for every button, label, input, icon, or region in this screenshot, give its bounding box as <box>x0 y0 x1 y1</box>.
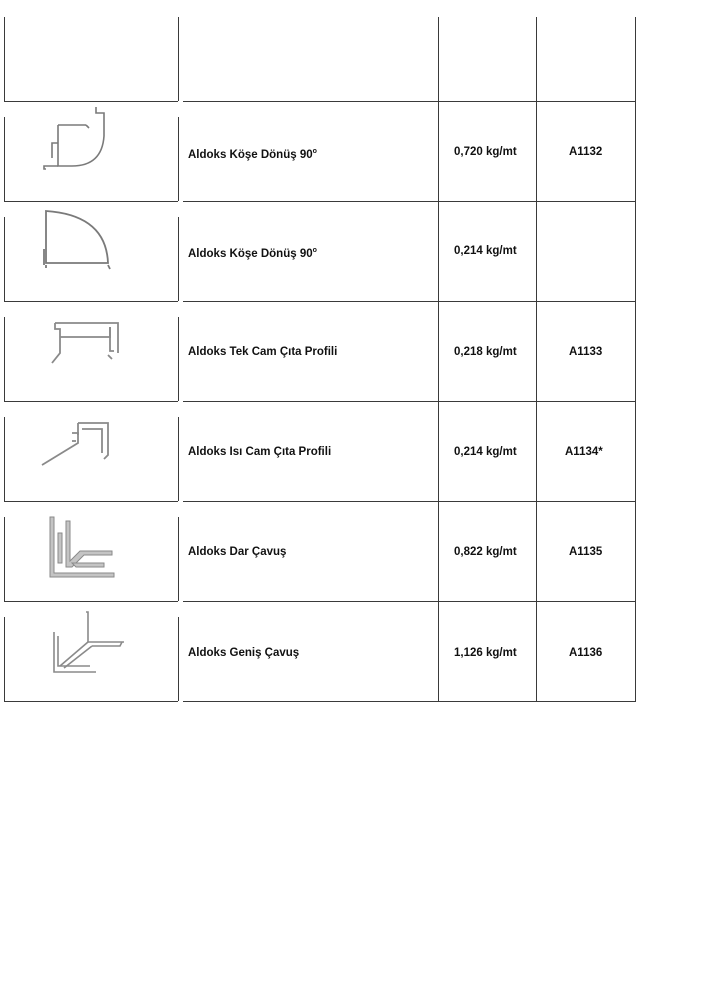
product-name <box>188 244 317 261</box>
left-border <box>4 117 5 201</box>
row-divider <box>183 101 636 102</box>
left-border <box>4 17 5 101</box>
left-border <box>4 517 5 601</box>
row-divider <box>4 701 178 702</box>
image-column-divider <box>178 317 179 401</box>
left-border <box>4 417 5 501</box>
degree-superscript: o <box>312 148 317 155</box>
single-glass-bead-profile-icon <box>40 315 130 375</box>
product-weight: 0,214 kg/mt <box>454 446 517 458</box>
product-code: A1134* <box>565 446 603 458</box>
left-border <box>4 317 5 401</box>
right-border <box>635 17 636 702</box>
image-column-divider <box>178 617 179 701</box>
product-name-text: Aldoks Köşe Dönüş 90 <box>188 149 313 161</box>
row-divider <box>183 601 636 602</box>
weight-column-divider <box>536 17 537 702</box>
product-weight: 0,214 kg/mt <box>454 245 517 257</box>
wide-corner-profile-icon <box>44 606 128 676</box>
quarter-round-profile-icon <box>36 205 116 275</box>
left-border <box>4 617 5 701</box>
product-name: Aldoks Dar Çavuş <box>188 546 287 558</box>
image-column-divider <box>178 417 179 501</box>
product-name: Aldoks Geniş Çavuş <box>188 647 300 659</box>
image-column-divider <box>178 217 179 301</box>
product-weight: 1,126 kg/mt <box>454 647 517 659</box>
image-column-divider <box>178 117 179 201</box>
product-weight: 0,720 kg/mt <box>454 146 517 158</box>
product-weight: 0,218 kg/mt <box>454 346 517 358</box>
left-border <box>4 217 5 301</box>
product-weight: 0,822 kg/mt <box>454 546 517 558</box>
name-column-divider <box>438 17 439 702</box>
row-divider <box>183 401 636 402</box>
image-column-divider <box>178 17 179 101</box>
insulated-glass-bead-profile-icon <box>38 413 118 473</box>
product-code: A1133 <box>569 346 603 358</box>
row-divider <box>183 301 636 302</box>
row-divider <box>4 301 178 302</box>
row-divider <box>183 701 636 702</box>
corner-turn-90-profile-icon <box>34 103 114 173</box>
degree-superscript: o <box>312 247 317 254</box>
row-divider <box>183 201 636 202</box>
product-name <box>188 145 317 162</box>
product-name: Aldoks Tek Cam Çıta Profili <box>188 346 338 358</box>
product-code: A1132 <box>569 146 603 158</box>
row-divider <box>4 201 178 202</box>
image-column-divider <box>178 517 179 601</box>
product-name: Aldoks Isı Cam Çıta Profili <box>188 446 332 458</box>
row-divider <box>4 501 178 502</box>
product-code: A1135 <box>569 546 603 558</box>
product-name-text: Aldoks Köşe Dönüş 90 <box>188 248 313 260</box>
row-divider <box>183 501 636 502</box>
row-divider <box>4 101 178 102</box>
narrow-corner-profile-icon <box>44 511 124 585</box>
product-code: A1136 <box>569 647 603 659</box>
row-divider <box>4 401 178 402</box>
row-divider <box>4 601 178 602</box>
